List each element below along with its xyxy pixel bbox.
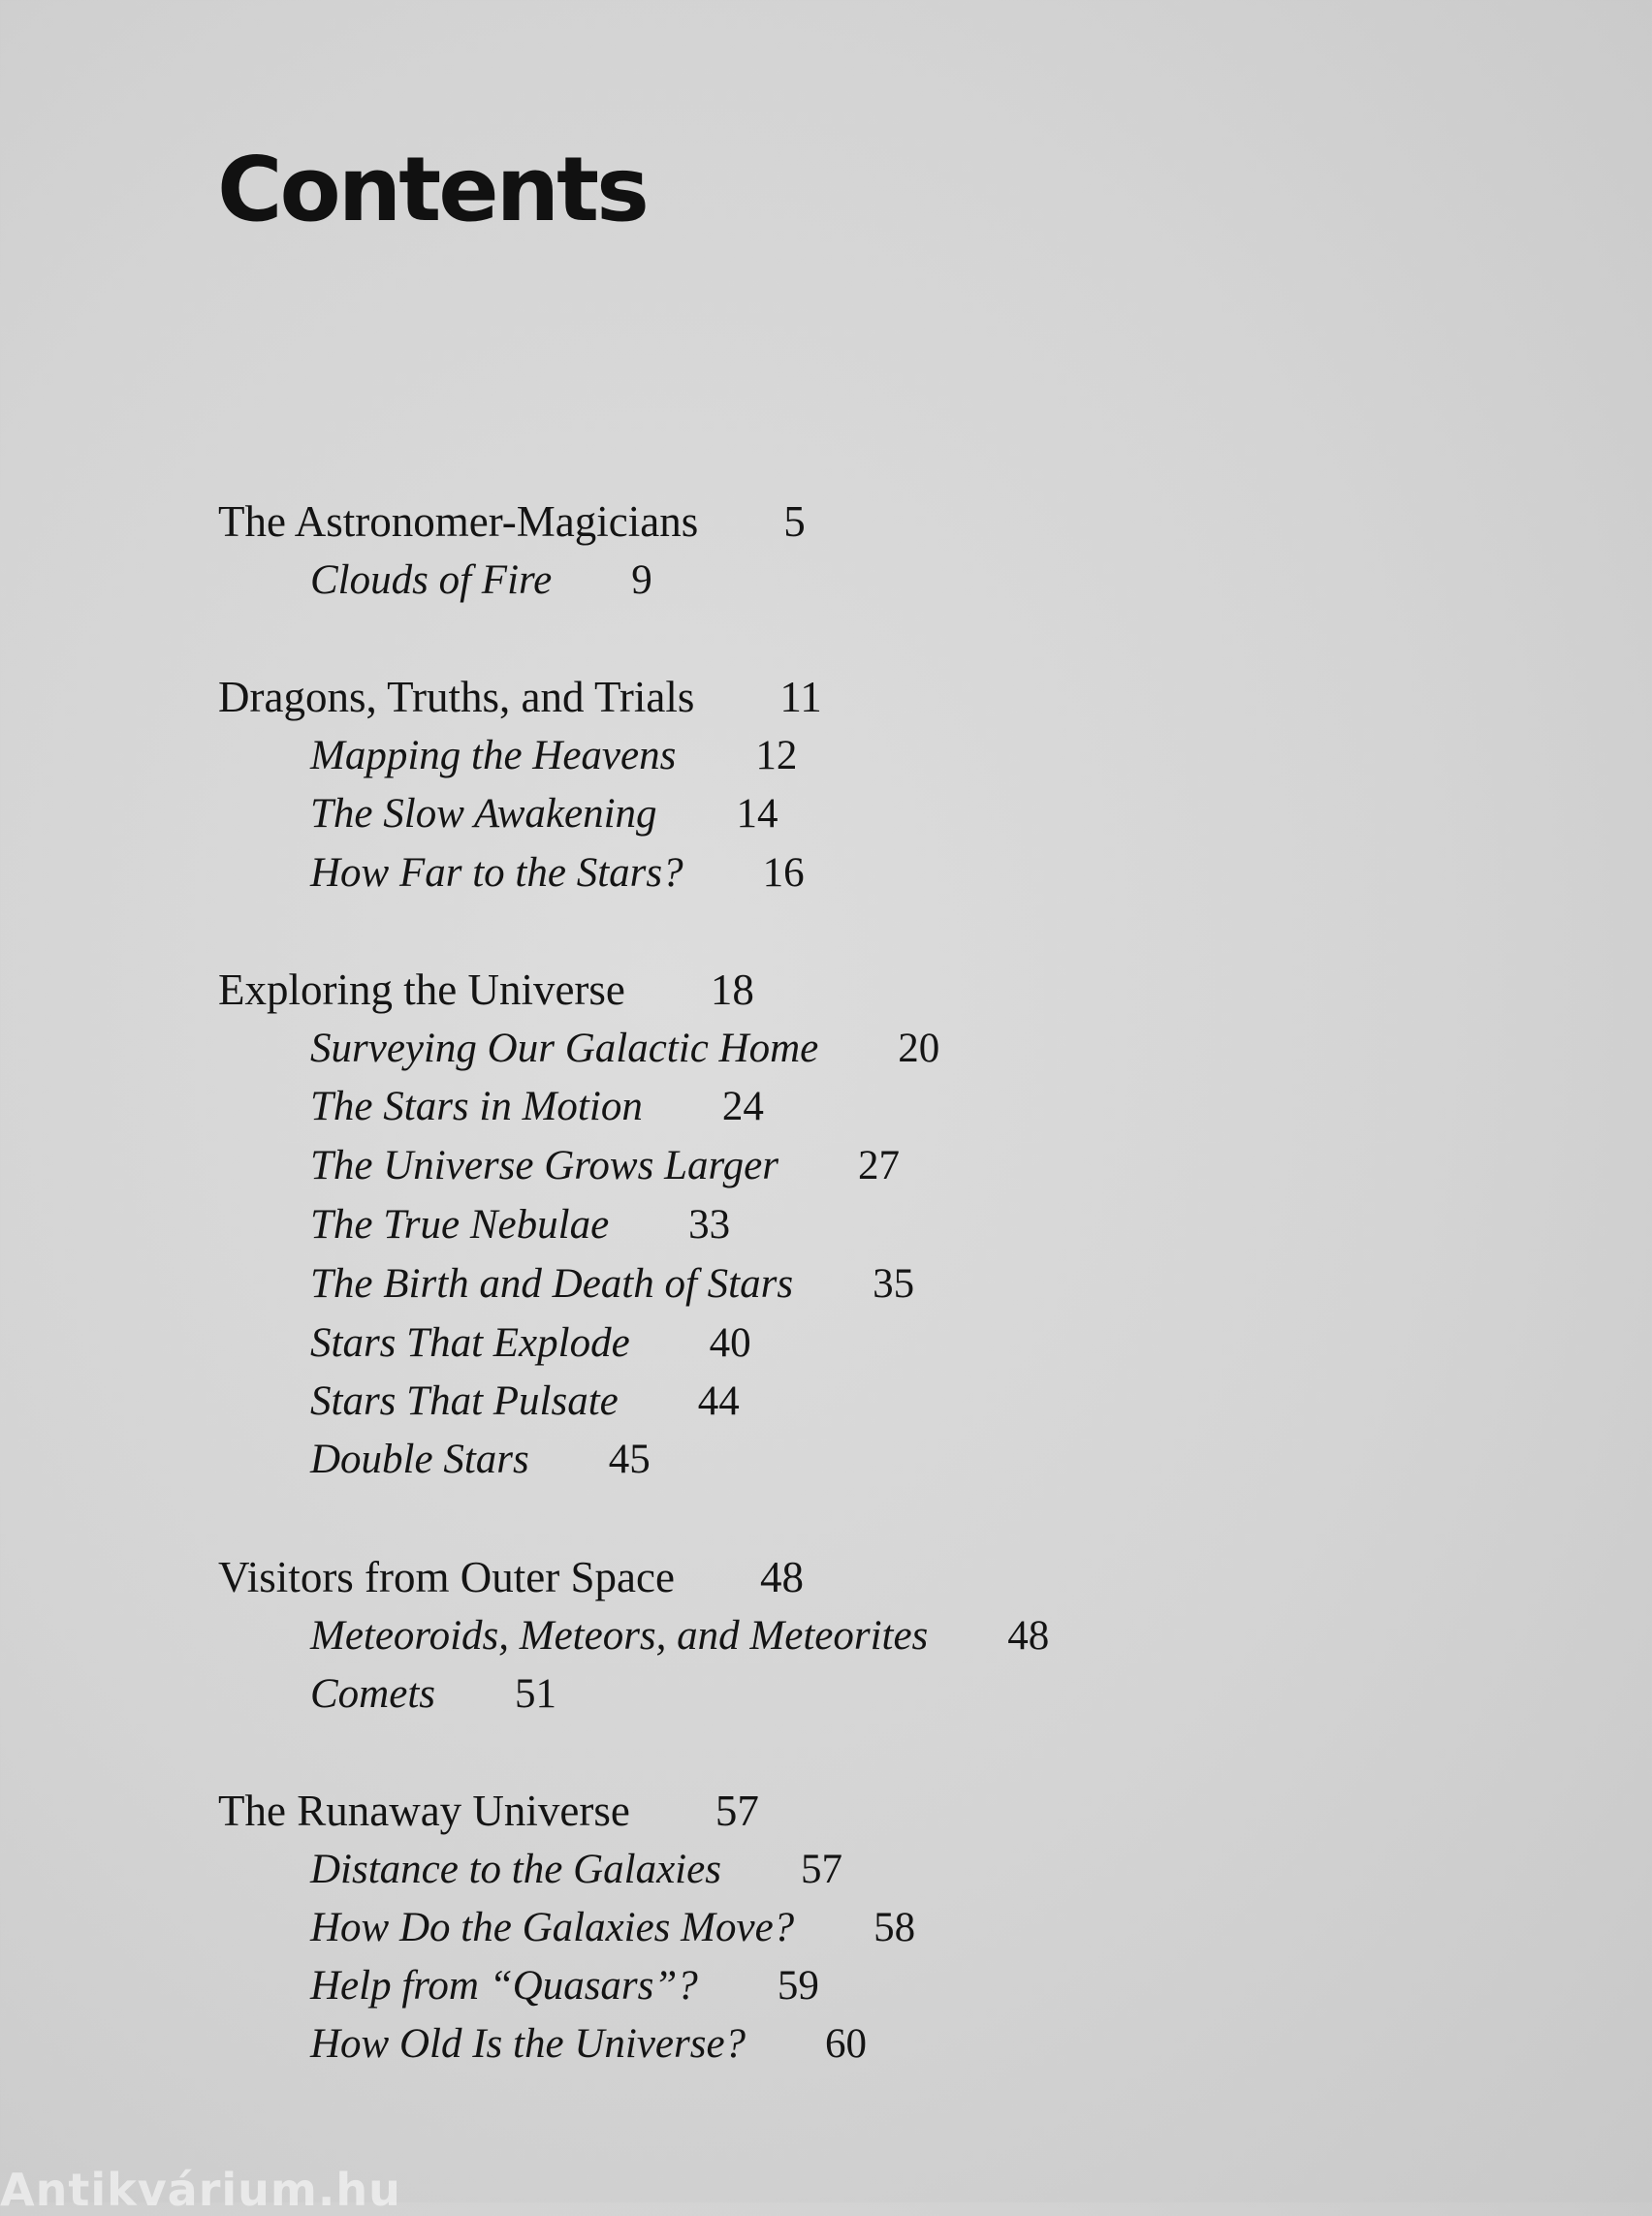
toc-entry-title: Dragons, Truths, and Trials: [218, 673, 695, 721]
toc-entry-title: The Slow Awakening: [310, 791, 657, 837]
toc-entry-page: 24: [721, 1084, 764, 1129]
toc-entry-page: 12: [755, 733, 798, 778]
toc-entry: [218, 1553, 804, 1601]
toc-entry: [310, 735, 797, 776]
toc-entry-title: Double Stars: [310, 1437, 529, 1482]
toc-entry-title: Exploring the Universe: [218, 966, 625, 1014]
toc-entry-page: 45: [608, 1437, 651, 1482]
toc-entry-page: 60: [825, 2021, 868, 2067]
toc-entry: [310, 1380, 740, 1422]
toc-entry-title: Stars That Pulsate: [310, 1378, 619, 1424]
toc-entry: [218, 1789, 759, 1833]
toc-entry-page: 9: [631, 557, 652, 603]
toc-entry-page: 51: [515, 1671, 556, 1717]
toc-entry-title: How Far to the Stars?: [310, 850, 683, 896]
toc-entry-title: Surveying Our Galactic Home: [310, 1026, 819, 1071]
toc-entry-page: 14: [736, 791, 778, 837]
toc-entry: [310, 1145, 900, 1187]
toc-entry-page: 48: [759, 1553, 804, 1601]
toc-entry: [310, 1965, 819, 2007]
toc-entry: [218, 497, 806, 546]
toc-entry: [310, 1028, 939, 1069]
toc-entry: [310, 1673, 556, 1715]
toc-entry: [310, 1086, 764, 1127]
toc-entry-title: The Runaway Universe: [218, 1787, 630, 1835]
toc-entry-title: The True Nebulae: [310, 1202, 610, 1248]
toc-entry-title: Comets: [310, 1671, 435, 1717]
toc-entry-page: 59: [777, 1963, 819, 2009]
toc-entry-page: 48: [1007, 1613, 1050, 1659]
toc-entry-page: 11: [779, 673, 822, 721]
toc-entry-page: 18: [710, 966, 754, 1014]
toc-entry-page: 57: [800, 1847, 842, 1892]
toc-entry-page: 35: [873, 1261, 915, 1307]
toc-entry-title: How Do the Galaxies Move?: [310, 1905, 795, 1950]
toc-entry: [310, 2023, 867, 2065]
toc-entry: [310, 1907, 915, 1948]
toc-entry-title: Distance to the Galaxies: [310, 1847, 721, 1892]
toc-entry-page: 33: [688, 1202, 731, 1248]
toc-entry: [310, 559, 652, 601]
toc-entry-title: Mapping the Heavens: [310, 733, 677, 778]
toc-entry-title: Meteoroids, Meteors, and Meteorites: [310, 1613, 929, 1659]
toc-entry-title: How Old Is the Universe?: [310, 2021, 747, 2067]
toc-entry: [218, 673, 822, 721]
toc-entry-title: Stars That Explode: [310, 1320, 630, 1366]
page-title: Contents: [217, 138, 647, 241]
toc-entry-title: The Astronomer-Magicians: [218, 497, 699, 546]
toc-entry-title: Help from “Quasars”?: [310, 1963, 698, 2009]
toc-entry-page: 16: [762, 850, 805, 896]
toc-entry: [310, 1615, 1049, 1657]
toc-entry: [310, 1849, 842, 1890]
toc-entry-title: The Birth and Death of Stars: [310, 1261, 794, 1307]
toc-entry-page: 5: [783, 497, 806, 546]
toc-entry-page: 44: [697, 1378, 740, 1424]
toc-entry: [310, 1322, 751, 1364]
toc-entry: [310, 1263, 914, 1305]
toc-entry-title: The Universe Grows Larger: [310, 1143, 778, 1188]
toc-entry-page: 57: [715, 1787, 759, 1835]
toc-entry: [310, 1439, 651, 1480]
toc-entry-title: The Stars in Motion: [310, 1084, 643, 1129]
toc-entry-page: 40: [709, 1320, 751, 1366]
toc-entry-title: Clouds of Fire: [310, 557, 553, 603]
toc-entry: [218, 968, 754, 1012]
watermark-text: Antikvárium.hu: [0, 2164, 401, 2216]
toc-entry: [310, 793, 778, 835]
toc-entry-page: 58: [874, 1905, 916, 1950]
toc-entry-page: 20: [898, 1026, 940, 1071]
toc-entry-title: Visitors from Outer Space: [218, 1553, 675, 1601]
toc-entry: [310, 852, 805, 894]
toc-entry: [310, 1204, 730, 1246]
toc-entry-page: 27: [857, 1143, 900, 1188]
